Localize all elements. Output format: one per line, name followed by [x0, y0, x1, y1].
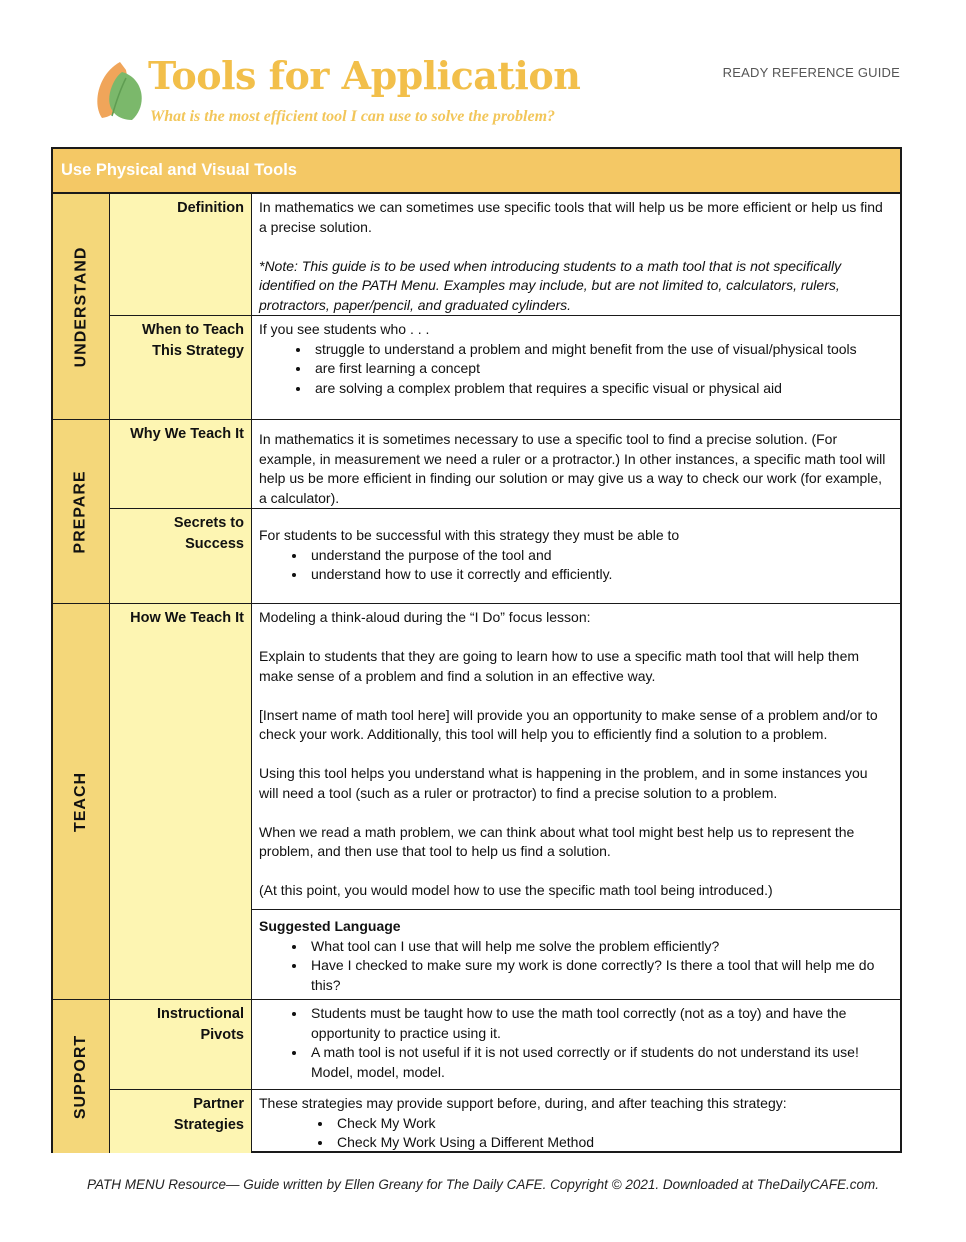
page-header: [0, 0, 966, 140]
when-to-teach-content: [252, 316, 900, 420]
table-banner: [53, 149, 900, 194]
how-paragraph: (At this point, you would model how to use the specific math tool being introduced.): [259, 882, 773, 898]
partner-label-1: Partner: [193, 1096, 244, 1112]
how-paragraph: [Insert name of math tool here] will provide you an opportunity to make sense of a problem and/or to check your work. Additionally, this tool will help you to efficiently find a solution to a problem.: [259, 706, 878, 742]
list-item: • Students must be taught how to use the math tool correctly (not as a toy) and have the opportunity to practice using it.: [307, 1004, 890, 1043]
phase-prepare: [53, 420, 110, 604]
section-divider: [53, 999, 900, 1000]
list-item: • Check My Work Using a Different Method: [333, 1133, 890, 1153]
definition-note: *Note: This guide is to be used when introducing students to a math tool that is not specifically identified on the PATH Menu. Examples may include, but are not limited to, calculators, rulers, protractors, paper/pencil, and graduated cylinders.: [259, 257, 842, 313]
how-we-teach-label: How We Teach It: [130, 610, 244, 626]
phase-support-label: SUPPORT: [72, 1034, 89, 1119]
when-to-teach-label-1: When to Teach: [141, 322, 244, 338]
section-divider: [53, 603, 900, 604]
definition-text: In mathematics we can sometimes use specific tools that will help us be more efficient or help us find a precise solution.: [259, 199, 883, 235]
list-item: • A math tool is not useful if it is not used correctly or if students do not understand its use! Model, model, model.: [307, 1043, 890, 1082]
strategy-table: [51, 147, 902, 1153]
pivots-list: [259, 1004, 890, 1082]
section-divider: [53, 419, 900, 420]
suggested-language-content: [252, 910, 900, 1000]
phase-teach: [53, 604, 110, 1000]
when-to-teach-list: [259, 340, 890, 399]
how-paragraph: When we read a math problem, we can think about what tool might best help us to represent the problem, and then use that tool to help us find a solution.: [259, 823, 855, 859]
row-label-why-we-teach: [110, 420, 252, 509]
list-item: • What tool can I use that will help me solve the problem efficiently?: [307, 937, 890, 957]
row-label-when-to-teach: [110, 316, 252, 420]
secrets-list: [259, 546, 890, 585]
page-subtitle: What is the most efficient tool I can use to solve the problem?: [150, 108, 556, 125]
why-we-teach-content: [252, 420, 900, 509]
list-item: • Check My Work: [333, 1114, 890, 1134]
why-we-teach-text: In mathematics it is sometimes necessary to use a specific tool to find a precise solution. (For example, in measurement we need a ruler or a protractor.) In other instances, a specific math tool will help us be more efficient in finding our solution or may give us a way to check our work (for example, a calculator).: [259, 431, 886, 506]
pivots-label-2: Pivots: [200, 1026, 244, 1043]
when-to-teach-intro: If you see students who . . .: [259, 321, 430, 337]
when-to-teach-label-2: This Strategy: [152, 342, 244, 359]
how-paragraph: Using this tool helps you understand what is happening in the problem, and in some instances you will need a tool (such as a ruler or protractor) to find a precise solution to a problem.: [259, 765, 868, 801]
secrets-label-2: Success: [185, 535, 244, 552]
row-divider: [110, 1089, 900, 1090]
banner-title: Use Physical and Visual Tools: [61, 161, 297, 179]
secrets-label-1: Secrets to: [173, 515, 244, 531]
partner-intro: These strategies may provide support before, during, and after teaching this strategy:: [259, 1095, 787, 1111]
row-label-pivots: [110, 1000, 252, 1090]
partner-list: [259, 1114, 890, 1153]
row-label-secrets: [110, 509, 252, 604]
guide-label: READY REFERENCE GUIDE: [722, 65, 900, 80]
how-paragraph: Explain to students that they are going to learn how to use a specific math tool that will help them make sense of a problem and find a solution in an effective way.: [259, 648, 860, 684]
list-item: • are solving a complex problem that requires a specific visual or physical aid: [311, 379, 890, 399]
how-paragraph: Modeling a think-aloud during the “I Do” focus lesson:: [259, 609, 591, 625]
row-label-how-we-teach: [110, 604, 252, 1000]
page-footer: PATH MENU Resource— Guide written by Ellen Greany for The Daily CAFE. Copyright © 2021. Downloaded at TheDailyCAFE.com.: [87, 1177, 879, 1192]
pivots-content: [252, 1000, 900, 1090]
row-label-definition: [110, 194, 252, 316]
phase-support: [53, 1000, 110, 1153]
definition-content: [252, 194, 900, 316]
phase-understand: [53, 194, 110, 420]
list-item: • understand the purpose of the tool and: [307, 546, 890, 566]
suggested-language-list: [259, 937, 890, 996]
list-item: • are first learning a concept: [311, 359, 890, 379]
row-divider: [252, 909, 900, 910]
how-we-teach-content: [252, 604, 900, 910]
leaf-logo-icon: [92, 58, 148, 122]
partner-label-2: Strategies: [173, 1116, 244, 1133]
secrets-content: [252, 509, 900, 604]
suggested-language-heading: Suggested Language: [259, 918, 401, 934]
secrets-intro: For students to be successful with this strategy they must be able to: [259, 527, 680, 543]
definition-label: Definition: [177, 200, 244, 216]
row-label-partner: [110, 1090, 252, 1153]
why-we-teach-label: Why We Teach It: [130, 426, 244, 442]
pivots-label-1: Instructional: [156, 1006, 244, 1022]
list-item: • struggle to understand a problem and might benefit from the use of visual/physical tools: [311, 340, 890, 360]
phase-prepare-label: PREPARE: [72, 470, 90, 554]
row-divider: [110, 508, 900, 509]
phase-teach-label: TEACH: [72, 771, 90, 833]
page-title: Tools for Application: [148, 53, 581, 98]
partner-content: [252, 1090, 900, 1153]
row-divider: [110, 315, 900, 316]
list-item: • Have I checked to make sure my work is done correctly? Is there a tool that will help me do this?: [307, 956, 890, 995]
phase-understand-label: UNDERSTAND: [72, 246, 89, 368]
list-item: • understand how to use it correctly and efficiently.: [307, 565, 890, 585]
